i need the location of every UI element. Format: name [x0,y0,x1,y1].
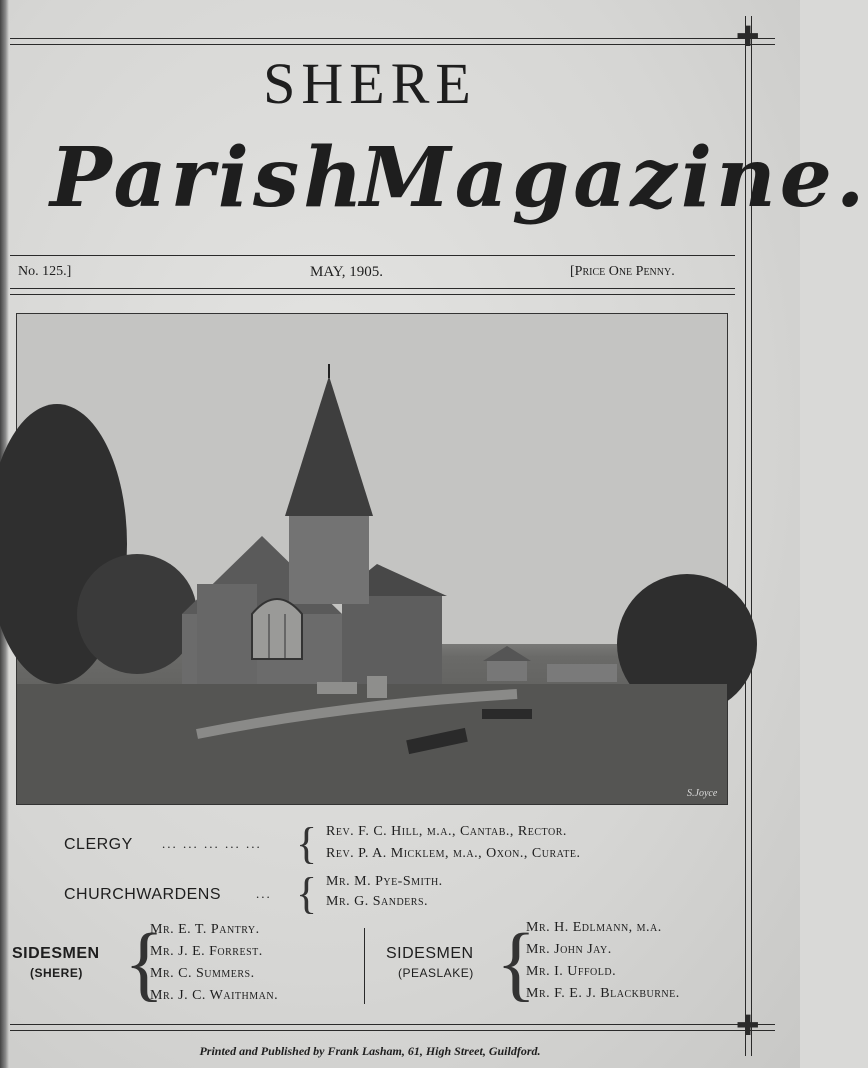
cross-ornament-icon: ✚ [736,22,760,53]
issue-number: No. 125.] [18,264,72,279]
issue-date: MAY, 1905. [310,264,383,280]
clergy-leader-dots: ... ... ... ... ... [162,836,262,851]
church-window [252,599,302,659]
clergy-label: CLERGY [64,836,133,853]
sidesman-shere-3: Mr. C. Summers. [150,966,255,981]
sidesman-shere-2: Mr. J. E. Forrest. [150,944,263,959]
clergy-name-1: Rev. F. C. Hill, m.a., Cantab., Rector. [326,824,567,839]
sidesman-peaslake-4: Mr. F. E. J. Blackburne. [526,986,680,1001]
sidesmen-shere-brace: { [124,917,165,1010]
clergy-name-2: Rev. P. A. Micklem, m.a., Oxon., Curate. [326,846,581,861]
sidesmen-divider [364,928,365,1004]
sidesmen-shere-sub: (SHERE) [30,966,83,980]
sidesman-peaslake-3: Mr. I. Uffold. [526,964,617,979]
issue-price: [Price One Penny. [570,264,675,279]
issue-rule-top [10,255,735,256]
artist-signature: S.Joyce [687,788,718,799]
masthead-word-parish: Parish [50,130,367,226]
churchwardens-label: CHURCHWARDENS [64,886,222,903]
sidesman-shere-4: Mr. J. C. Waithman. [150,988,279,1003]
top-border-rule-inner [10,44,775,45]
churchwarden-name-2: Mr. G. Sanders. [326,894,429,909]
bottom-border-rule [10,1024,775,1025]
churchwardens-leader-dots: ... [256,886,272,901]
masthead-word-magazine: Magazine. [360,130,868,226]
printer-imprint: Printed and Published by Frank Lasham, 61, High Street, Guildford. [199,1044,541,1058]
cross-ornament-icon: ✚ [736,1011,760,1042]
clergy-brace: { [296,819,318,868]
top-border-rule [10,38,775,39]
sidesmen-peaslake-brace: { [496,917,537,1010]
church-photograph [16,313,728,805]
issue-rule-bottom-inner [10,294,735,295]
church-engraving [17,314,727,804]
sidesmen-peaslake-label: SIDESMEN [386,945,474,962]
church-tower [289,514,369,604]
sidesmen-peaslake-sub: (PEASLAKE) [398,966,474,980]
issue-rule-bottom [10,288,735,289]
sidesman-shere-1: Mr. E. T. Pantry. [150,922,260,937]
masthead-shere: SHERE [263,51,477,116]
sidesman-peaslake-2: Mr. John Jay. [526,942,612,957]
sidesmen-shere-label: SIDESMEN [12,945,100,962]
sidesman-peaslake-1: Mr. H. Edlmann, m.a. [526,920,662,935]
churchwardens-brace: { [296,869,318,918]
churchwarden-name-1: Mr. M. Pye-Smith. [326,874,443,889]
bottom-border-rule-inner [10,1030,775,1031]
